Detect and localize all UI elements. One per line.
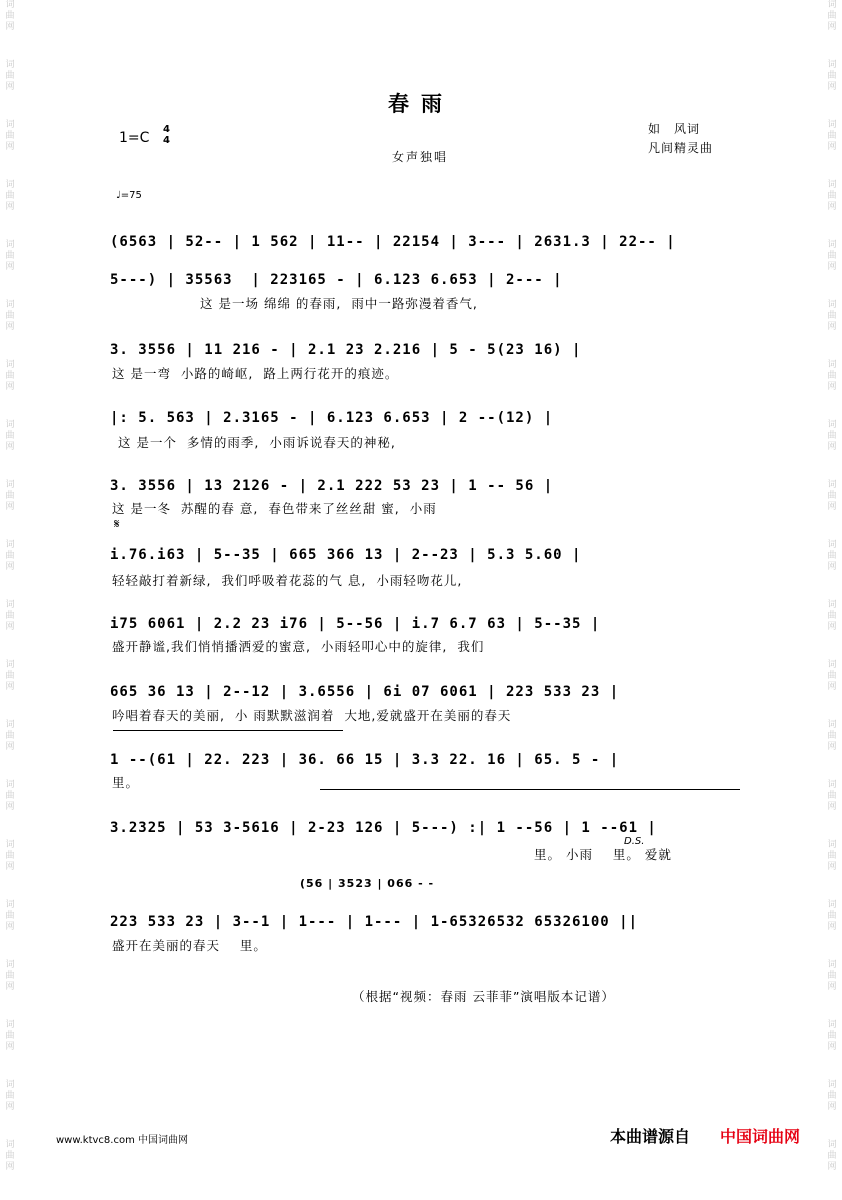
lyric-line: 吟唱着春天的美丽, 小 雨默默滋润着 大地,爱就盛开在美丽的春天 [112,708,512,723]
lyricist-credit: 如 风词 [648,122,701,136]
lyric-line: 这 是一冬 苏醒的春 意, 春色带来了丝丝甜 蜜, 小雨 [112,501,437,516]
footer-url[interactable]: www.ktvc8.com 中国词曲网 [56,1135,189,1146]
watermark-right: 词曲网 词曲网 词曲网 词曲网 词曲网 词曲网 词曲网 词曲网 词曲网 词曲网 词曲网 词曲网 词曲网 词曲网 词曲网 词曲网 词曲网 词曲网 词曲网 词曲网 [827,0,837,1172]
notation: 665 36 13 | 2--12 | 3.6556 | 6i 07 6061 | 223 533 23 | [110,684,620,700]
lyric-line: 这 是一个 多情的雨季, 小雨诉说春天的神秘, [118,435,396,450]
overline-notation: (56 | 3523 | 066 - - [300,877,435,890]
notation: 5---) | 35563 | 223165 - | 6.123 6.653 | 2--- | [110,272,563,288]
notation: i.76.i63 | 5--35 | 665 366 13 | 2--23 | 5.3 5.60 | [110,547,582,563]
lyric-line: 这 是一弯 小路的崎岖, 路上两行花开的痕迹。 [112,366,399,381]
notation: |: 5. 563 | 2.3165 - | 6.123 6.653 | 2 --(12) | [110,410,554,426]
genre-label: 女声独唱 [392,150,449,164]
transcription-source-note: （根据“视频：春雨 云菲菲”演唱版本记谱） [352,989,615,1004]
notation: 3.2325 | 53 3-5616 | 2-23 126 | 5---) :| 1 --56 | 1 --61 | [110,820,657,836]
time-signature: 4 4 [163,124,170,146]
notation: (6563 | 52-- | 1 562 | 11-- | 22154 | 3--- | 2631.3 | 22-- | [110,234,676,250]
segno-mark: 𝄋 [114,517,120,532]
watermark-left: 词曲网 词曲网 词曲网 词曲网 词曲网 词曲网 词曲网 词曲网 词曲网 词曲网 词曲网 词曲网 词曲网 词曲网 词曲网 词曲网 词曲网 词曲网 词曲网 词曲网 [5,0,15,1172]
lyric-line: 轻轻敲打着新绿, 我们呼吸着花蕊的气 息, 小雨轻吻花儿, [112,573,463,588]
staff-row-5 [110,466,742,496]
notation: i75 6061 | 2.2 23 i76 | 5--56 | i.7 6.7 63 | 5--35 | [110,616,601,632]
lyric-line: 盛开在美丽的春天 里。 [112,938,267,953]
staff-row-7 [110,604,742,634]
staff-row-9 [110,740,742,770]
tempo-mark: ♩=75 [116,190,142,201]
staff-row-3 [110,330,742,360]
volta-bracket-1 [113,730,343,739]
staff-row-6 [110,535,742,565]
staff-row-2 [110,260,742,290]
lyric-line: 盛开静谧,我们悄悄播洒爱的蜜意, 小雨轻叩心中的旋律, 我们 [112,639,485,654]
staff-row-10 [110,808,742,838]
footer-source-label: 本曲谱源自 [610,1127,691,1146]
notation: 3. 3556 | 13 2126 - | 2.1 222 53 23 | 1 -- 56 | [110,478,554,494]
key-signature: 1=C [119,130,150,146]
volta-bracket-2 [320,789,740,798]
notation: 1 --(61 | 22. 223 | 36. 66 15 | 3.3 22. 16 | 65. 5 - | [110,752,620,768]
ds-mark: D.S. [624,836,645,847]
footer-brand[interactable]: 中国词曲网 [720,1127,801,1146]
song-title: 春雨 [388,91,454,116]
staff-row-1 [110,222,742,252]
staff-row-8 [110,672,742,702]
staff-row-11 [110,902,742,932]
staff-row-4 [110,398,742,428]
composer-credit: 凡间精灵曲 [648,141,714,155]
lyric-line: 这 是一场 绵绵 的春雨, 雨中一路弥漫着香气, [200,296,478,311]
lyric-line: 里。 小雨 里。 爱就 [534,847,672,862]
notation: 3. 3556 | 11 216 - | 2.1 23 2.216 | 5 - 5(23 16) | [110,342,582,358]
lyric-line: 里。 [112,775,140,790]
notation: 223 533 23 | 3--1 | 1--- | 1--- | 1-65326532 65326100 || [110,914,639,930]
